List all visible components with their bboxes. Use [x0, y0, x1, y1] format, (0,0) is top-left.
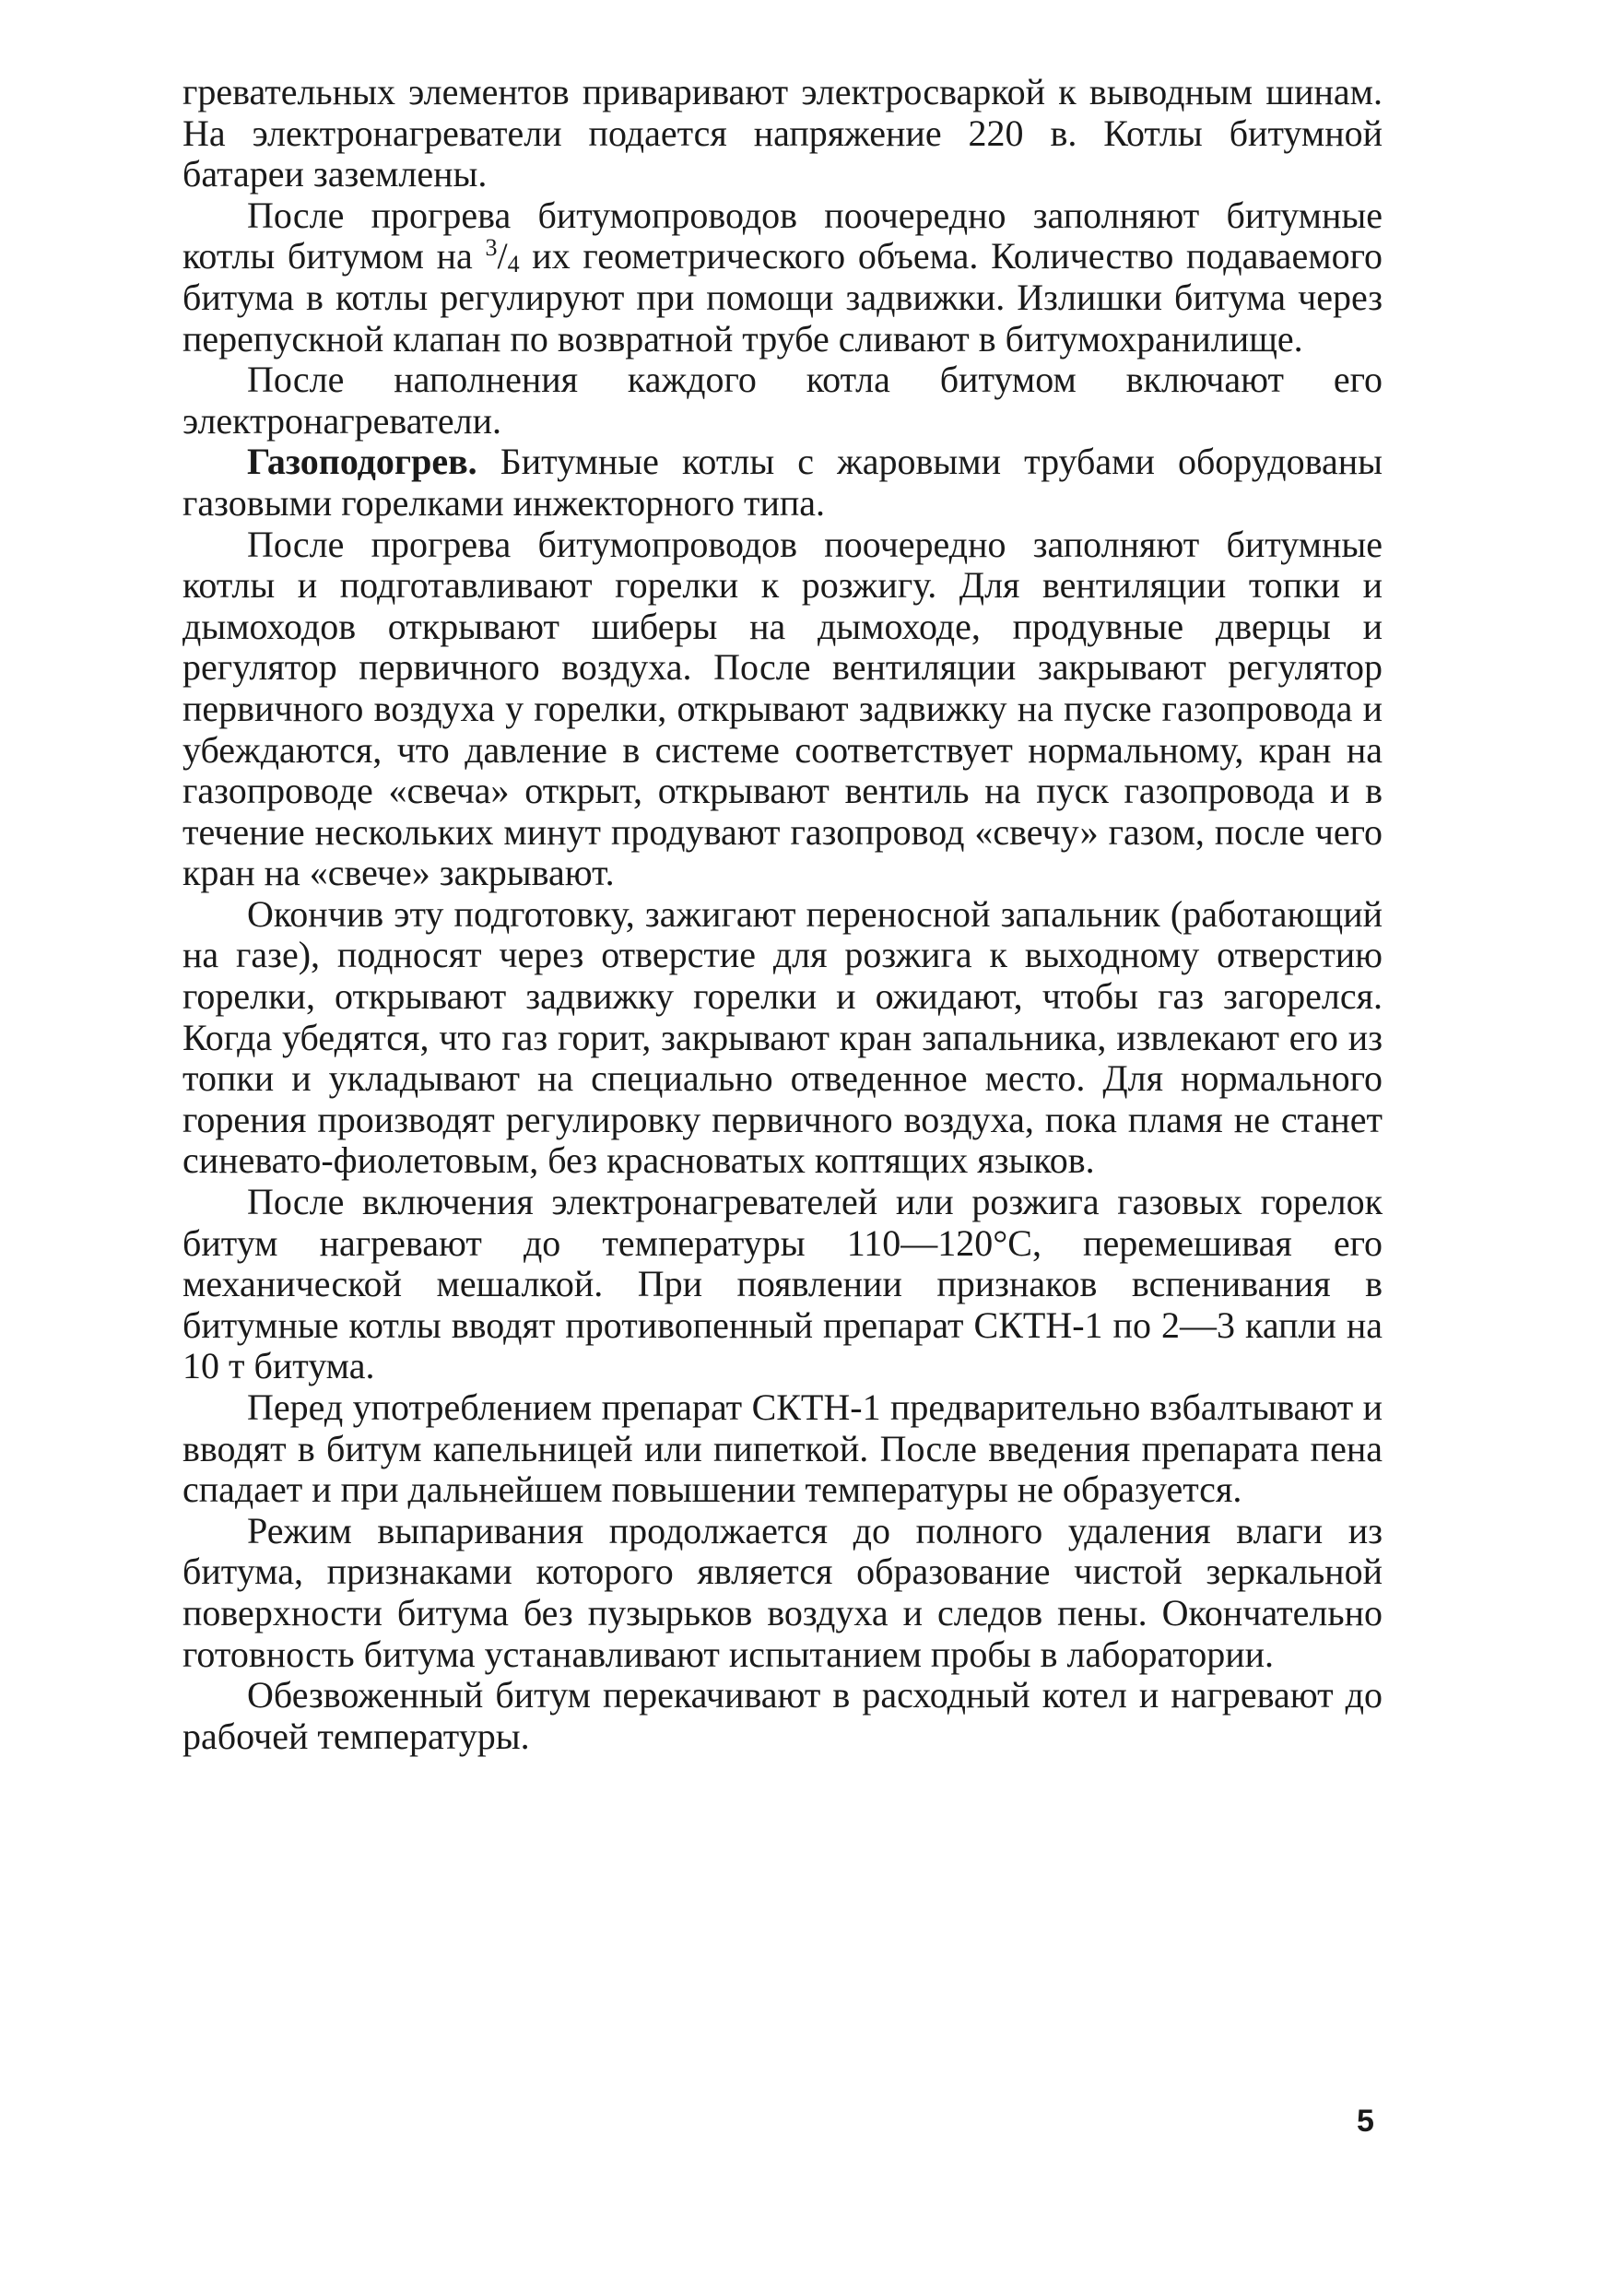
paragraph-ignition [182, 894, 1383, 1182]
paragraph-heaters-on [182, 360, 1383, 442]
fraction-numerator: 3 [485, 234, 498, 262]
section-heading: Газоподогрев. [247, 441, 477, 483]
paragraph-text: Перед употреблением препарат СКТН-1 предварительно взбалтывают и вводят в битум капельницей или пипеткой. После введения препарата пена спадает и при дальнейшем повышении температуры не образуется. [182, 1386, 1383, 1511]
page-number: 5 [1357, 2104, 1374, 2139]
paragraph-gas-heating [182, 442, 1383, 524]
paragraph-text: Режим выпаривания продолжается до полного удаления влаги из битума, признаками которого является образование чистой зеркальной поверхности битума без пузырьков воздуха и следов пены. Окончательно готовность битума устанавливают испытанием пробы в лаборатории. [182, 1509, 1383, 1675]
paragraph-antifoam [182, 1387, 1383, 1511]
paragraph-burner-preparation [182, 525, 1383, 894]
paragraph-text: После наполнения каждого котла битумом включают его электронагреватели. [182, 359, 1383, 442]
paragraph-filling-kettles [182, 195, 1383, 360]
paragraph-evaporation [182, 1511, 1383, 1675]
paragraph-text: Обезвоженный битум перекачивают в расходный котел и нагревают до рабочей температуры. [182, 1674, 1383, 1757]
fraction-separator: / [497, 235, 508, 277]
paragraph-text: После прогрева битумопроводов поочередно заполняют битумные котлы и подготавливают горелки к розжигу. Для вентиляции топки и дымоходов открывают шиберы на дымоходе, продувные дверцы и регулятор первичного воздуха. После вентиляции закрывают регулятор первичного воздуха у горелки, открывают задвижку на пуске газопровода и убеждаются, что давление в системе соответствует нормальному, кран на газопроводе «свеча» открыт, открывают вентиль на пуск газопровода и в течение нескольких минут продувают газопровод «свечу» газом, после чего кран на «свече» закрывают. [182, 523, 1383, 894]
paragraph-transfer [182, 1675, 1383, 1757]
fraction-denominator: 4 [507, 251, 520, 278]
paragraph-text: После включения электронагревателей или розжига газовых горелок битум нагревают до температуры 110—120°С, перемешивая его механической мешалкой. При появлении признаков вспенивания в битумные котлы вводят противопенный препарат СКТН-1 по 2—3 капли на 10 т битума. [182, 1181, 1383, 1387]
paragraph-heating [182, 1182, 1383, 1387]
paragraph-text: Битумные котлы с жаровыми трубами оборудованы газовыми горелками инжекторного типа. [182, 441, 1383, 524]
body-text [182, 72, 1383, 1757]
paragraph-text: их геометрического объема. Количество подаваемого битума в котлы регулируют при помощи задвижки. Излишки битума через перепускной клапан по возвратной трубе сливают в битумохранилище. [182, 235, 1383, 360]
paragraph-text: После прогрева битумопроводов поочередно заполняют битумные котлы битумом на [182, 194, 1383, 277]
paragraph-continuation [182, 72, 1383, 195]
paragraph-text: гревательных элементов приваривают электросваркой к выводным шинам. На электронагреватели подается напряжение 220 в. Котлы битумной батареи заземлены. [182, 71, 1383, 195]
paragraph-text: Окончив эту подготовку, зажигают переносной запальник (работающий на газе), подносят через отверстие для розжига к выходному отверстию горелки, открывают задвижку горелки и ожидают, чтобы газ загорелся. Когда убедятся, что газ горит, закрывают кран запальника, извлекают его из топки и укладывают на специально отведенное место. Для нормального горения производят регулировку первичного воздуха, пока пламя не станет синевато-фиолетовым, без красноватых коптящих языков. [182, 892, 1383, 1182]
